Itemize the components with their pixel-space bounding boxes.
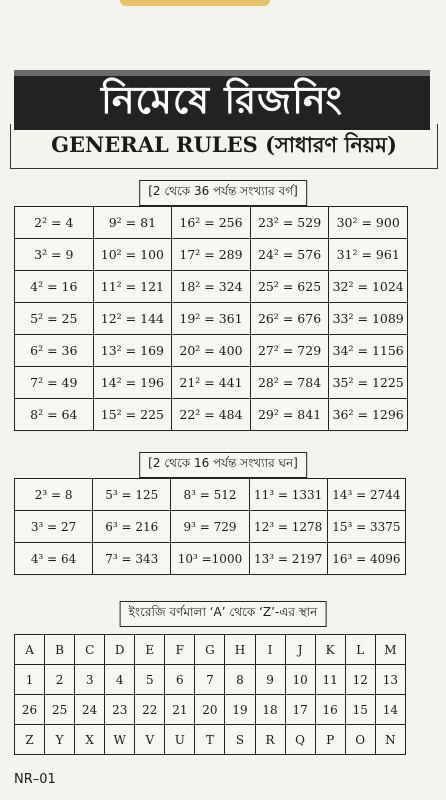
- squares-cell: 27² = 729: [250, 335, 329, 367]
- alphabet-cell: 9: [255, 665, 285, 695]
- squares-cell: 34² = 1156: [329, 335, 408, 367]
- squares-cell: 32² = 1024: [329, 271, 408, 303]
- alphabet-cell: 22: [135, 695, 165, 725]
- alphabet-cell: T: [195, 725, 225, 755]
- squares-cell: 30² = 900: [329, 207, 408, 239]
- squares-cell: 11² = 121: [93, 271, 172, 303]
- alphabet-cell: N: [375, 725, 405, 755]
- squares-cell: 25² = 625: [250, 271, 329, 303]
- alphabet-cell: 5: [135, 665, 165, 695]
- alphabet-cell: I: [255, 635, 285, 665]
- alphabet-row: [15, 665, 406, 695]
- alphabet-cell: Q: [285, 725, 315, 755]
- alphabet-cell: U: [165, 725, 195, 755]
- alphabet-cell: 13: [375, 665, 405, 695]
- squares-cell: 16² = 256: [172, 207, 251, 239]
- top-decoration: [120, 0, 270, 6]
- alphabet-cell: O: [345, 725, 375, 755]
- alphabet-cell: 26: [15, 695, 45, 725]
- alphabet-cell: 14: [375, 695, 405, 725]
- alphabet-caption: ইংরেজি বর্ণমালা ‘A’ থেকে ‘Z’-এর স্থান: [120, 601, 327, 627]
- alphabet-cell: M: [375, 635, 405, 665]
- alphabet-cell: 24: [75, 695, 105, 725]
- squares-row: [15, 399, 408, 431]
- alphabet-cell: 21: [165, 695, 195, 725]
- alphabet-cell: W: [105, 725, 135, 755]
- alphabet-cell: F: [165, 635, 195, 665]
- alphabet-cell: 6: [165, 665, 195, 695]
- cubes-cell: 9³ = 729: [171, 511, 249, 543]
- cubes-row: [15, 511, 406, 543]
- squares-cell: 28² = 784: [250, 367, 329, 399]
- cubes-cell: 7³ = 343: [93, 543, 171, 575]
- squares-row: [15, 367, 408, 399]
- page-code: NR–01: [14, 772, 56, 787]
- alphabet-cell: 4: [105, 665, 135, 695]
- squares-cell: 26² = 676: [250, 303, 329, 335]
- alphabet-cell: H: [225, 635, 255, 665]
- alphabet-cell: 12: [345, 665, 375, 695]
- alphabet-cell: 10: [285, 665, 315, 695]
- alphabet-cell: 1: [15, 665, 45, 695]
- squares-cell: 24² = 576: [250, 239, 329, 271]
- cubes-cell: 5³ = 125: [93, 479, 171, 511]
- alphabet-row: [15, 725, 406, 755]
- squares-cell: 33² = 1089: [329, 303, 408, 335]
- squares-table: [14, 206, 408, 431]
- page-title: নিমেষে রিজনিং: [14, 70, 430, 130]
- squares-cell: 36² = 1296: [329, 399, 408, 431]
- alphabet-row: [15, 695, 406, 725]
- cubes-cell: 13³ = 2197: [249, 543, 327, 575]
- squares-cell: 7² = 49: [15, 367, 94, 399]
- cubes-caption: [2 থেকে 16 পর্যন্ত সংখ্যার ঘন]: [139, 452, 307, 478]
- squares-cell: 31² = 961: [329, 239, 408, 271]
- squares-cell: 5² = 25: [15, 303, 94, 335]
- alphabet-cell: 8: [225, 665, 255, 695]
- alphabet-cell: G: [195, 635, 225, 665]
- cubes-cell: 2³ = 8: [15, 479, 93, 511]
- cubes-cell: 8³ = 512: [171, 479, 249, 511]
- squares-cell: 29² = 841: [250, 399, 329, 431]
- cubes-cell: 15³ = 3375: [327, 511, 405, 543]
- alphabet-cell: X: [75, 725, 105, 755]
- alphabet-cell: K: [315, 635, 345, 665]
- squares-cell: 9² = 81: [93, 207, 172, 239]
- squares-cell: 19² = 361: [172, 303, 251, 335]
- squares-caption: [2 থেকে 36 পর্যন্ত সংখ্যার বর্গ]: [139, 180, 307, 206]
- alphabet-cell: V: [135, 725, 165, 755]
- alphabet-cell: 20: [195, 695, 225, 725]
- alphabet-cell: 2: [45, 665, 75, 695]
- squares-cell: 23² = 529: [250, 207, 329, 239]
- alphabet-cell: 23: [105, 695, 135, 725]
- alphabet-cell: 17: [285, 695, 315, 725]
- alphabet-cell: B: [45, 635, 75, 665]
- squares-row: [15, 271, 408, 303]
- squares-cell: 18² = 324: [172, 271, 251, 303]
- squares-cell: 14² = 196: [93, 367, 172, 399]
- squares-cell: 21² = 441: [172, 367, 251, 399]
- alphabet-cell: Z: [15, 725, 45, 755]
- alphabet-cell: 15: [345, 695, 375, 725]
- squares-cell: 4² = 16: [15, 271, 94, 303]
- cubes-table: [14, 478, 406, 575]
- cubes-cell: 12³ = 1278: [249, 511, 327, 543]
- alphabet-cell: J: [285, 635, 315, 665]
- squares-cell: 2² = 4: [15, 207, 94, 239]
- alphabet-cell: E: [135, 635, 165, 665]
- alphabet-table: [14, 634, 406, 755]
- alphabet-cell: 18: [255, 695, 285, 725]
- alphabet-cell: A: [15, 635, 45, 665]
- cubes-cell: 3³ = 27: [15, 511, 93, 543]
- squares-cell: 12² = 144: [93, 303, 172, 335]
- alphabet-cell: S: [225, 725, 255, 755]
- squares-row: [15, 335, 408, 367]
- squares-cell: 13² = 169: [93, 335, 172, 367]
- squares-row: [15, 239, 408, 271]
- alphabet-cell: 3: [75, 665, 105, 695]
- alphabet-cell: D: [105, 635, 135, 665]
- squares-cell: 3² = 9: [15, 239, 94, 271]
- squares-row: [15, 303, 408, 335]
- cubes-cell: 14³ = 2744: [327, 479, 405, 511]
- squares-cell: 6² = 36: [15, 335, 94, 367]
- alphabet-cell: C: [75, 635, 105, 665]
- cubes-cell: 10³ =1000: [171, 543, 249, 575]
- squares-cell: 35² = 1225: [329, 367, 408, 399]
- alphabet-cell: L: [345, 635, 375, 665]
- cubes-cell: 4³ = 64: [15, 543, 93, 575]
- alphabet-row: [15, 635, 406, 665]
- alphabet-cell: 19: [225, 695, 255, 725]
- alphabet-cell: Y: [45, 725, 75, 755]
- alphabet-cell: 7: [195, 665, 225, 695]
- alphabet-cell: P: [315, 725, 345, 755]
- alphabet-cell: 16: [315, 695, 345, 725]
- alphabet-cell: R: [255, 725, 285, 755]
- squares-cell: 15² = 225: [93, 399, 172, 431]
- squares-cell: 22² = 484: [172, 399, 251, 431]
- cubes-row: [15, 479, 406, 511]
- alphabet-cell: 25: [45, 695, 75, 725]
- page-subtitle: GENERAL RULES (সাধারণ নিয়ম): [10, 124, 438, 169]
- cubes-row: [15, 543, 406, 575]
- cubes-cell: 11³ = 1331: [249, 479, 327, 511]
- squares-row: [15, 207, 408, 239]
- alphabet-cell: 11: [315, 665, 345, 695]
- squares-cell: 10² = 100: [93, 239, 172, 271]
- squares-cell: 8² = 64: [15, 399, 94, 431]
- squares-cell: 17² = 289: [172, 239, 251, 271]
- cubes-cell: 16³ = 4096: [327, 543, 405, 575]
- cubes-cell: 6³ = 216: [93, 511, 171, 543]
- squares-cell: 20² = 400: [172, 335, 251, 367]
